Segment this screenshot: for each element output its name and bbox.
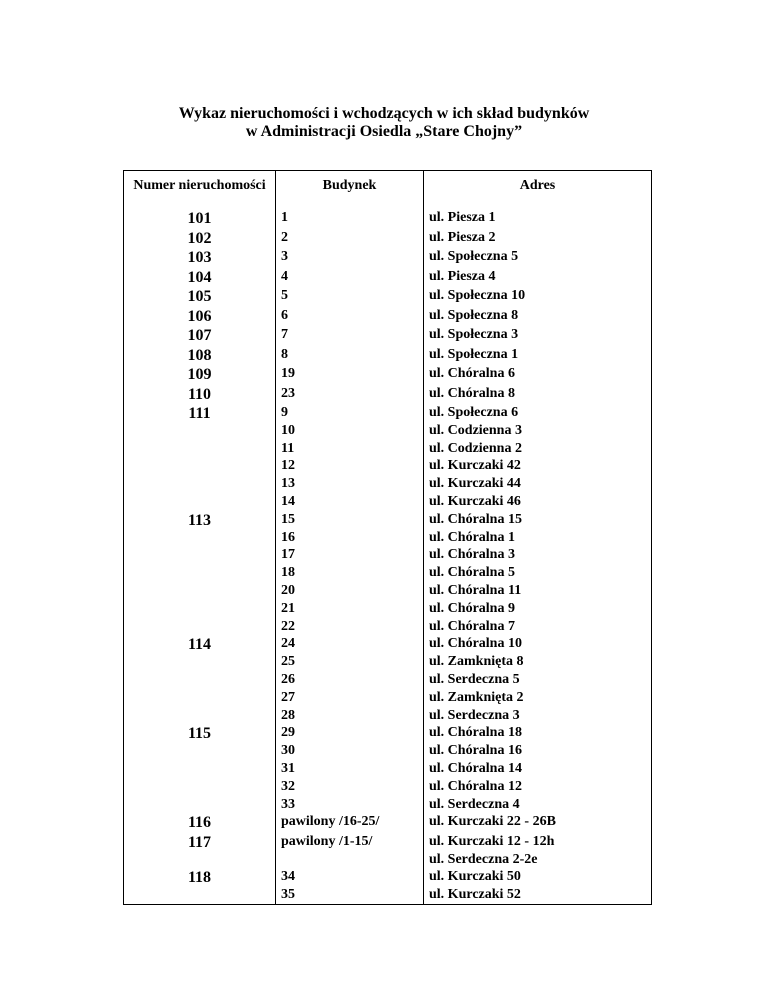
address-line: ul. Chóralna 18	[429, 725, 522, 741]
address-cell	[424, 724, 652, 813]
building-cell	[276, 365, 424, 385]
building-number: 8	[281, 346, 288, 362]
property-number: 109	[187, 366, 212, 383]
building-number: 30	[281, 743, 295, 759]
property-number: 117	[187, 833, 212, 851]
address-cell	[424, 868, 652, 904]
building-number: 15	[281, 511, 295, 527]
table-header-row	[124, 171, 652, 210]
building-number: 29	[281, 725, 295, 741]
address-line: ul. Codzienna 2	[429, 440, 522, 456]
building-number: 10	[281, 422, 295, 438]
property-table	[123, 170, 652, 905]
table-row	[124, 385, 652, 405]
address-line: ul. Chóralna 5	[429, 565, 515, 581]
address-line: ul. Chóralna 12	[429, 778, 522, 794]
property-number-cell	[124, 365, 276, 385]
address-line: ul. Serdeczna 2-2e	[429, 851, 538, 867]
address-line: ul. Chóralna 16	[429, 743, 522, 759]
address-cell	[424, 385, 652, 405]
property-number-cell	[124, 346, 276, 366]
address-line: ul. Społeczna 10	[429, 288, 526, 303]
property-number-cell	[124, 813, 276, 833]
address-cell	[424, 635, 652, 724]
building-number: 25	[281, 654, 295, 670]
address-line: ul. Społeczna 8	[429, 307, 519, 323]
address-line: ul. Społeczna 1	[429, 346, 519, 362]
property-number-cell	[124, 326, 276, 346]
address-cell	[424, 365, 652, 385]
address-line: ul. Kurczaki 50	[429, 869, 521, 885]
address-line: ul. Kurczaki 42	[429, 458, 521, 474]
address-line: ul. Chóralna 6	[429, 366, 515, 381]
document-title-line-2: w Administracji Osiedla „Stare Chojny”	[245, 123, 523, 140]
table-row	[124, 868, 652, 904]
property-number-cell	[124, 268, 276, 288]
building-cell	[276, 268, 424, 288]
address-line: ul. Chóralna 14	[429, 760, 522, 776]
building-cell	[276, 635, 424, 724]
address-line: ul. Chóralna 3	[429, 547, 515, 563]
document-title-line-1: Wykaz nieruchomości i wchodzących w ich skład budynków	[178, 105, 590, 122]
address-cell	[424, 287, 652, 307]
table-row	[124, 326, 652, 346]
property-number: 113	[187, 511, 212, 529]
building-cell	[276, 385, 424, 405]
building-number: 5	[281, 288, 288, 303]
building-number: 24	[281, 636, 295, 652]
building-cell	[276, 307, 424, 327]
property-number: 116	[187, 814, 212, 832]
building-number	[281, 851, 423, 869]
address-cell	[424, 229, 652, 249]
building-cell	[276, 346, 424, 366]
building-number: 4	[281, 268, 288, 284]
property-number-cell	[124, 248, 276, 268]
address-line: ul. Chóralna 7	[429, 618, 515, 634]
address-cell	[424, 404, 652, 511]
header-budynek: Budynek	[276, 171, 424, 210]
property-number-cell	[124, 404, 276, 511]
property-number: 106	[187, 307, 212, 325]
building-number: 20	[281, 582, 295, 598]
address-cell	[424, 209, 652, 229]
address-line: ul. Piesza 2	[429, 229, 496, 245]
address-line: ul. Społeczna 5	[429, 249, 519, 264]
building-number: 19	[281, 366, 295, 381]
header-numer: Numer nieruchomości	[124, 171, 276, 210]
building-cell	[276, 868, 424, 904]
building-cell	[276, 511, 424, 636]
building-number: 34	[281, 869, 295, 885]
building-cell	[276, 813, 424, 833]
building-number: 3	[281, 249, 288, 264]
table-row	[124, 229, 652, 249]
address-line: ul. Społeczna 3	[429, 327, 519, 342]
property-number-cell	[124, 868, 276, 904]
building-number: 32	[281, 778, 295, 794]
address-line: ul. Kurczaki 22 - 26B	[429, 814, 556, 830]
building-number: 7	[281, 327, 288, 342]
table-row	[124, 209, 652, 229]
table-row	[124, 248, 652, 268]
address-line: ul. Codzienna 3	[429, 422, 522, 438]
building-number: 17	[281, 547, 295, 563]
building-number: 28	[281, 707, 295, 723]
table-row	[124, 511, 652, 636]
table-row	[124, 635, 652, 724]
address-line: ul. Kurczaki 52	[429, 887, 521, 903]
address-line: ul. Chóralna 10	[429, 636, 522, 652]
building-cell	[276, 404, 424, 511]
property-number: 101	[187, 210, 212, 227]
building-number: 14	[281, 493, 295, 509]
building-number: 11	[281, 440, 295, 456]
property-number: 102	[187, 229, 212, 247]
building-cell	[276, 209, 424, 229]
table-row	[124, 268, 652, 288]
property-number: 118	[187, 869, 212, 887]
building-cell	[276, 287, 424, 307]
address-cell	[424, 326, 652, 346]
address-cell	[424, 833, 652, 869]
address-line: ul. Chóralna 11	[429, 582, 522, 598]
building-number: 21	[281, 600, 295, 616]
building-number: pawilony /1-15/	[281, 833, 373, 849]
building-number: pawilony /16-25/	[281, 814, 380, 830]
building-cell	[276, 229, 424, 249]
property-number-cell	[124, 635, 276, 724]
property-number: 107	[187, 327, 212, 344]
building-number: 27	[281, 689, 295, 705]
address-line: ul. Piesza 4	[429, 268, 496, 284]
address-cell	[424, 511, 652, 636]
address-line: ul. Piesza 1	[429, 210, 496, 225]
building-number: 16	[281, 529, 295, 545]
building-cell	[276, 248, 424, 268]
address-line: ul. Chóralna 9	[429, 600, 515, 616]
building-number: 35	[281, 887, 295, 903]
address-line: ul. Zamknięta 2	[429, 689, 524, 705]
address-line: ul. Społeczna 6	[429, 405, 519, 420]
building-cell	[276, 326, 424, 346]
building-number: 23	[281, 385, 295, 401]
building-number: 6	[281, 307, 288, 323]
building-number: 2	[281, 229, 288, 245]
property-number-cell	[124, 511, 276, 636]
table-row	[124, 833, 652, 869]
property-number-cell	[124, 229, 276, 249]
property-number: 104	[187, 268, 212, 286]
address-line: ul. Zamknięta 8	[429, 654, 524, 670]
table-row	[124, 307, 652, 327]
address-line: ul. Kurczaki 12 - 12h	[429, 833, 555, 849]
building-cell	[276, 724, 424, 813]
building-number: 13	[281, 476, 295, 492]
building-cell	[276, 833, 424, 869]
address-cell	[424, 813, 652, 833]
address-cell	[424, 268, 652, 288]
table-row	[124, 404, 652, 511]
property-number: 115	[187, 725, 212, 743]
property-number: 110	[187, 385, 212, 403]
property-number-cell	[124, 209, 276, 229]
property-number-cell	[124, 833, 276, 869]
property-number-cell	[124, 724, 276, 813]
address-line: ul. Serdeczna 4	[429, 796, 520, 812]
building-number: 22	[281, 618, 295, 634]
address-cell	[424, 346, 652, 366]
building-number: 33	[281, 796, 295, 812]
property-number: 114	[187, 636, 212, 654]
table-row	[124, 365, 652, 385]
table-row	[124, 346, 652, 366]
header-adres: Adres	[424, 171, 652, 210]
property-number: 103	[187, 249, 212, 266]
address-cell	[424, 307, 652, 327]
property-number: 105	[187, 288, 212, 305]
address-line: ul. Kurczaki 46	[429, 493, 521, 509]
property-number-cell	[124, 287, 276, 307]
building-number: 9	[281, 405, 288, 420]
building-number: 1	[281, 210, 288, 225]
address-line: ul. Kurczaki 44	[429, 476, 521, 492]
address-line: ul. Serdeczna 5	[429, 671, 520, 687]
building-number: 18	[281, 565, 295, 581]
address-cell	[424, 248, 652, 268]
address-line: ul. Serdeczna 3	[429, 707, 520, 723]
building-number: 12	[281, 458, 295, 474]
table-row	[124, 287, 652, 307]
property-number-cell	[124, 307, 276, 327]
table-row	[124, 813, 652, 833]
table-row	[124, 724, 652, 813]
address-line: ul. Chóralna 1	[429, 529, 515, 545]
address-line: ul. Chóralna 8	[429, 385, 515, 401]
address-line: ul. Chóralna 15	[429, 511, 522, 527]
table-body	[124, 209, 652, 905]
property-number-cell	[124, 385, 276, 405]
property-number: 111	[188, 405, 211, 422]
building-number: 26	[281, 671, 295, 687]
property-number: 108	[187, 346, 212, 364]
building-number: 31	[281, 760, 295, 776]
